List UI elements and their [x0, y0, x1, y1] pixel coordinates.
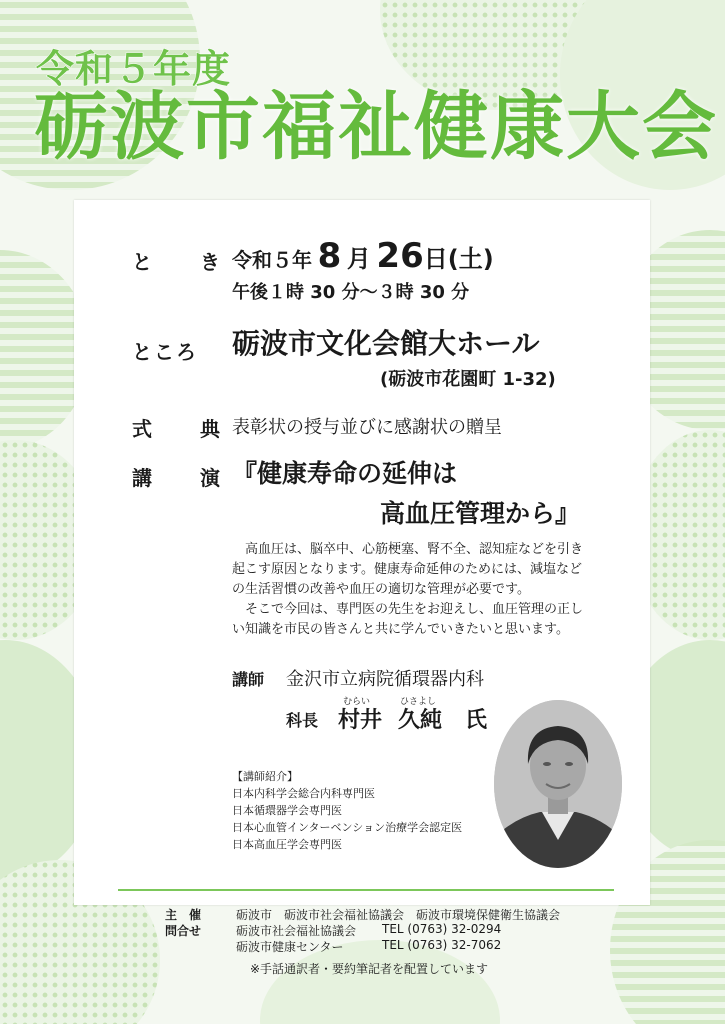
contact-name: 砺波市健康センター	[236, 940, 344, 954]
event-title: 砺波市福祉健康大会	[34, 84, 718, 170]
description-line: の生活習慣の改善や血圧の適切な管理が必要です。	[232, 582, 530, 597]
lecture-label: 講 演	[132, 466, 234, 490]
organizers-text: 砺波市 砺波市社会福祉協議会 砺波市環境保健衛生協議会	[236, 908, 561, 922]
description-line: い知識を市民の皆さんと共に学んでいきたいと思います。	[232, 622, 569, 637]
speaker-honorific: 氏	[465, 708, 488, 733]
profile-item: 日本循環器学会専門医	[232, 804, 342, 817]
accessibility-note: ※手話通訳者・要約筆記者を配置しています	[250, 962, 489, 976]
speaker-given-name: 久純	[398, 708, 443, 733]
venue-address: (砺波市花園町 1-32)	[380, 369, 556, 390]
venue-name: 砺波市文化会館大ホール	[232, 327, 540, 360]
speaker-profile	[232, 768, 462, 853]
date-era: 令和５年	[232, 248, 312, 272]
lecture-description	[232, 540, 583, 640]
event-year: 令和５年度	[36, 47, 232, 91]
contact-tel: TEL (0763) 32-7062	[382, 938, 502, 952]
given-name-ruby: ひさよし	[400, 697, 437, 707]
where-label: ところ	[132, 340, 198, 364]
date-day: 26	[376, 236, 424, 276]
speaker-position: 科長	[286, 711, 319, 730]
organizer-label: 主 催	[165, 908, 202, 922]
date-month: 8	[317, 236, 342, 276]
ceremony-text: 表彰状の授与並びに感謝状の贈呈	[232, 417, 502, 438]
description-line: 高血圧は、脳卒中、心筋梗塞、腎不全、認知症などを引き	[232, 542, 584, 557]
date-day-unit: 日	[423, 245, 448, 273]
profile-item: 日本心血管インターベンション治療学会認定医	[232, 821, 463, 834]
speaker-role: 講師	[232, 670, 265, 689]
speaker-portrait-icon	[494, 700, 622, 868]
speaker-surname: 村井	[338, 708, 383, 733]
divider	[118, 889, 614, 891]
speaker-affiliation: 金沢市立病院循環器内科	[286, 669, 484, 690]
when-label: と き	[132, 250, 234, 274]
description-line: そこで今回は、専門医の先生をお迎えし、血圧管理の正し	[232, 602, 584, 617]
profile-item: 日本内科学会総合内科専門医	[232, 787, 375, 800]
date-weekday: (土)	[447, 245, 494, 273]
date-line	[232, 236, 494, 276]
description-line: 起こす原因となります。健康寿命延伸のためには、減塩など	[232, 562, 582, 577]
profile-item: 日本高血圧学会専門医	[232, 838, 342, 851]
lecture-title-line1: 『健康寿命の延伸は	[232, 459, 458, 488]
time-text: 午後１時 30 分～３時 30 分	[232, 282, 470, 303]
date-month-unit: 月	[346, 245, 371, 273]
speaker-photo	[494, 700, 622, 868]
lecture-title-line2: 高血圧管理から』	[380, 499, 581, 528]
surname-ruby: むらい	[343, 697, 371, 707]
contact-label: 問合せ	[165, 924, 202, 938]
ceremony-label: 式 典	[132, 417, 234, 441]
contact-name: 砺波市社会福祉協議会	[236, 924, 357, 938]
contact-tel: TEL (0763) 32-0294	[382, 922, 502, 936]
profile-heading: 【講師紹介】	[232, 770, 298, 783]
